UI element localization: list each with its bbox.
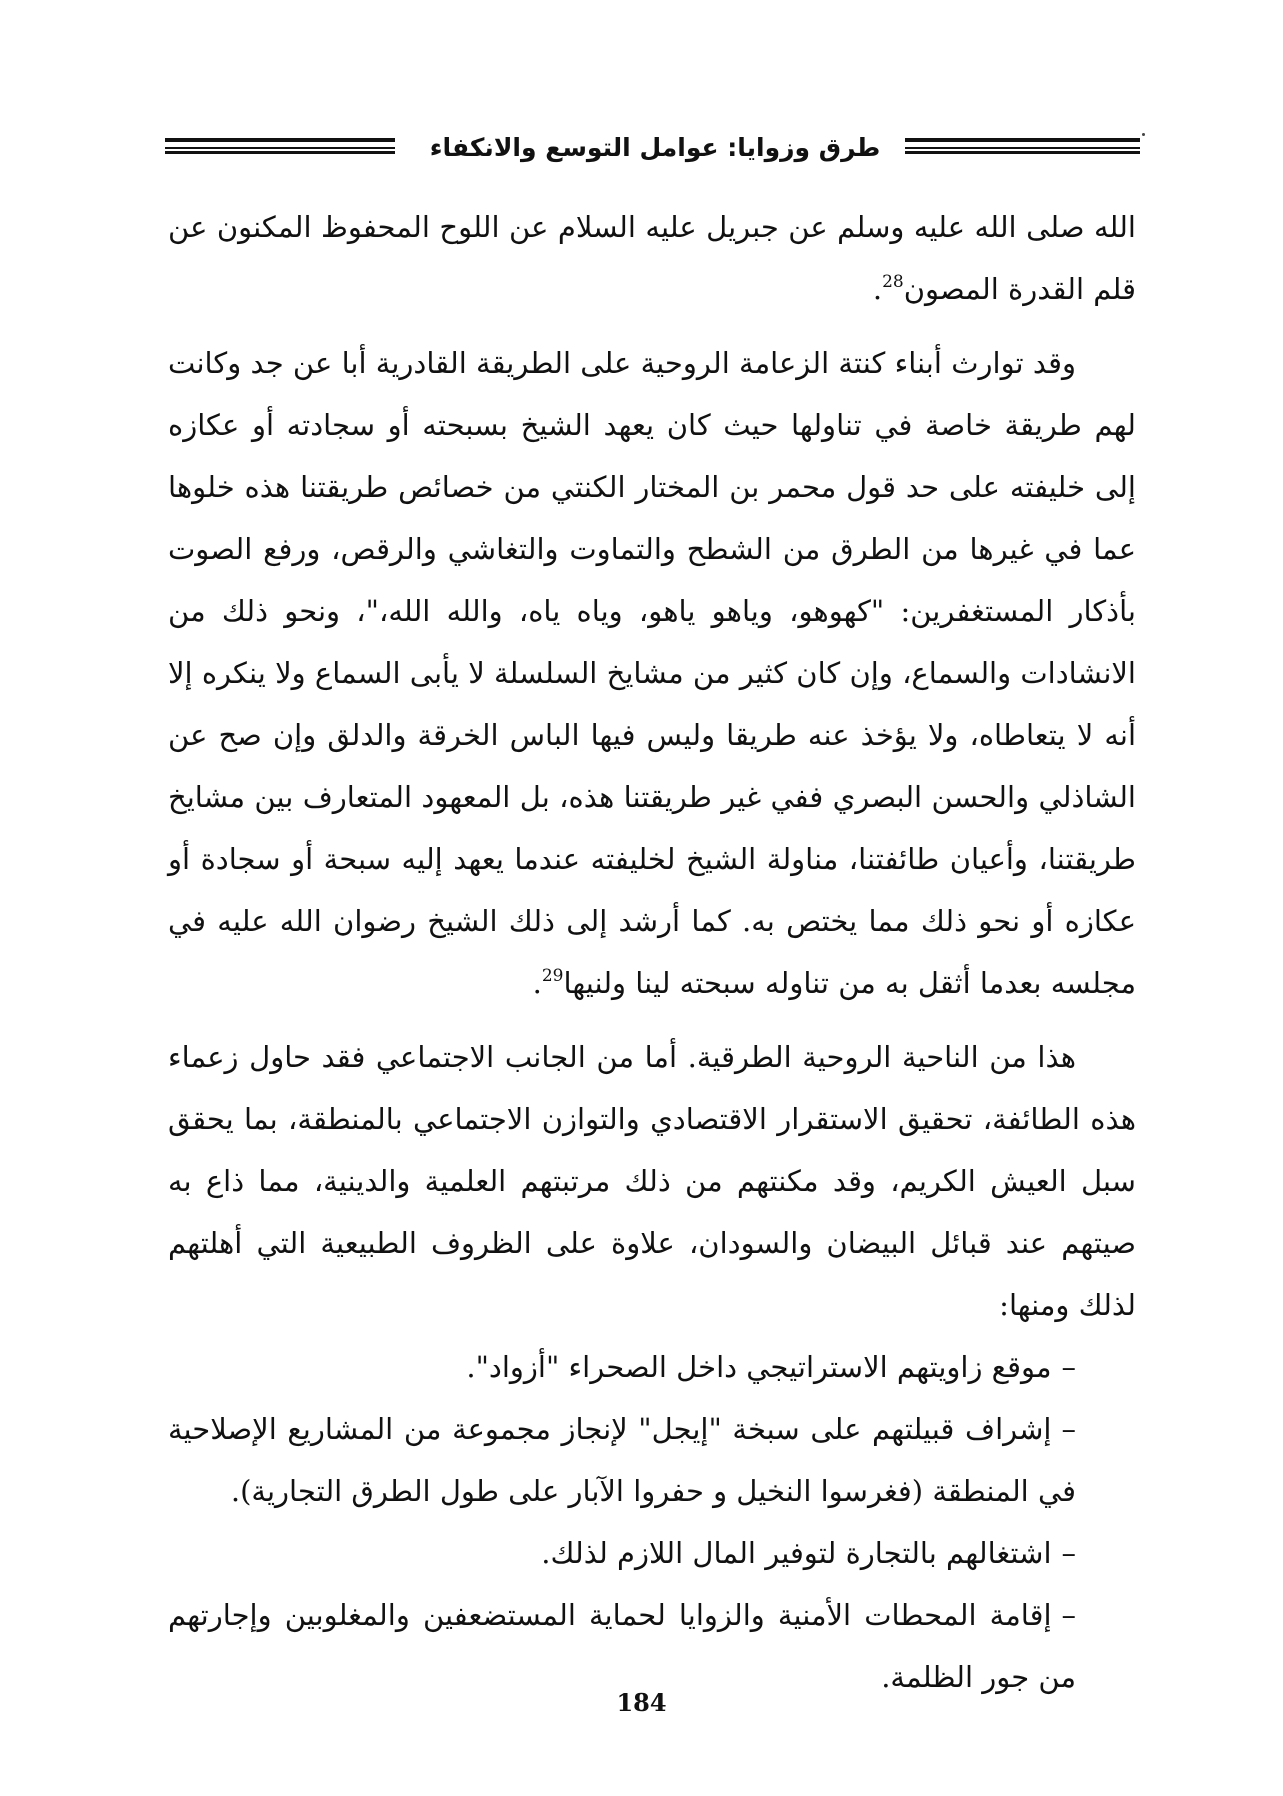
list-item xyxy=(168,1398,1136,1522)
paragraph-3 xyxy=(168,1026,1136,1336)
paragraph-text: وقد توارث أبناء كنتة الزعامة الروحية على الطريقة القادرية أبا عن جد وكانت لهم طريقة خاصة في تناولها حيث كان يعهد الشيخ بسبحته أو سجادته أو عكازه إلى خليفته على حد قول محمر بن المختار الكنتي من خصائص طريقتنا هذه خلوها عما في غيرها من الطرق من الشطح والتماوت والتغاشي والرقص، ورفع الصوت بأذكار المستغفرين: "كهوهو، وياهو ياهو، وياه ياه، والله الله،"، ونحو ذلك من الانشادات والسماع، وإن كان كثير من مشايخ السلسلة لا يأبى السماع ولا ينكره إلا أنه لا يتعاطاه، ولا يؤخذ عنه طريقا وليس فيها الباس الخرقة والدلق وإن صح عن الشاذلي والحسن البصري ففي غير طريقتنا هذه، بل المعهود المتعارف بين مشايخ طريقتنا، وأعيان طائفتنا، مناولة الشيخ لخليفته عندما يعهد إليه سبحة أو سجادة أو عكازه أو نحو ذلك مما يختص به. كما أرشد إلى ذلك الشيخ رضوان الله عليه في مجلسه بعدما أثقل به من تناوله سبحته لينا ولنيها xyxy=(168,346,1136,1000)
dash-marker: – xyxy=(1061,1350,1076,1384)
running-header xyxy=(165,128,1140,168)
paragraph-text: الله صلى الله عليه وسلم عن جبريل عليه السلام عن اللوح المحفوظ المكنون عن قلم القدرة المصون xyxy=(168,210,1136,306)
page-number: 184 xyxy=(616,1688,667,1717)
list-item-text: إشراف قبيلتهم على سبخة "إيجل" لإنجاز مجموعة من المشاريع الإصلاحية في المنطقة (فغرسوا النخيل و حفروا الآبار على طول الطرق التجارية). xyxy=(168,1412,1076,1508)
header-rule-right xyxy=(905,138,1140,154)
footnote-ref[interactable]: 28 xyxy=(882,272,904,292)
header-title: طرق وزوايا: عوامل التوسع والانكفاء xyxy=(429,133,881,162)
dash-marker: – xyxy=(1061,1536,1076,1570)
main-text xyxy=(168,196,1136,1708)
header-rule-left xyxy=(165,138,395,154)
footnote-ref[interactable]: 29 xyxy=(541,966,564,986)
dash-marker: – xyxy=(1061,1412,1076,1446)
scan-speck xyxy=(1142,133,1145,136)
dash-marker: – xyxy=(1061,1598,1076,1632)
list-item-text: موقع زاويتهم الاستراتيجي داخل الصحراء "أزواد". xyxy=(466,1350,1052,1384)
list-item xyxy=(168,1336,1136,1398)
paragraph-tail: . xyxy=(532,966,542,1000)
paragraph-tail: . xyxy=(872,272,883,306)
list-item xyxy=(168,1522,1136,1584)
factors-list xyxy=(168,1336,1136,1708)
paragraph-text: هذا من الناحية الروحية الطرقية. أما من الجانب الاجتماعي فقد حاول زعماء هذه الطائفة، تحقيق الاستقرار الاقتصادي والتوازن الاجتماعي بالمنطقة، بما يحقق سبل العيش الكريم، وقد مكنتهم من ذلك مرتبتهم العلمية والدينية، مما ذاع به صيتهم عند قبائل البيضان والسودان، علاوة على الظروف الطبيعية التي أهلتهم لذلك ومنها: xyxy=(168,1040,1136,1322)
paragraph-2 xyxy=(168,332,1136,1014)
paragraph-1 xyxy=(168,196,1136,320)
list-item-text: إقامة المحطات الأمنية والزوايا لحماية المستضعفين والمغلوبين وإجارتهم من جور الظلمة. xyxy=(168,1598,1076,1694)
list-item-text: اشتغالهم بالتجارة لتوفير المال اللازم لذلك. xyxy=(541,1536,1052,1570)
